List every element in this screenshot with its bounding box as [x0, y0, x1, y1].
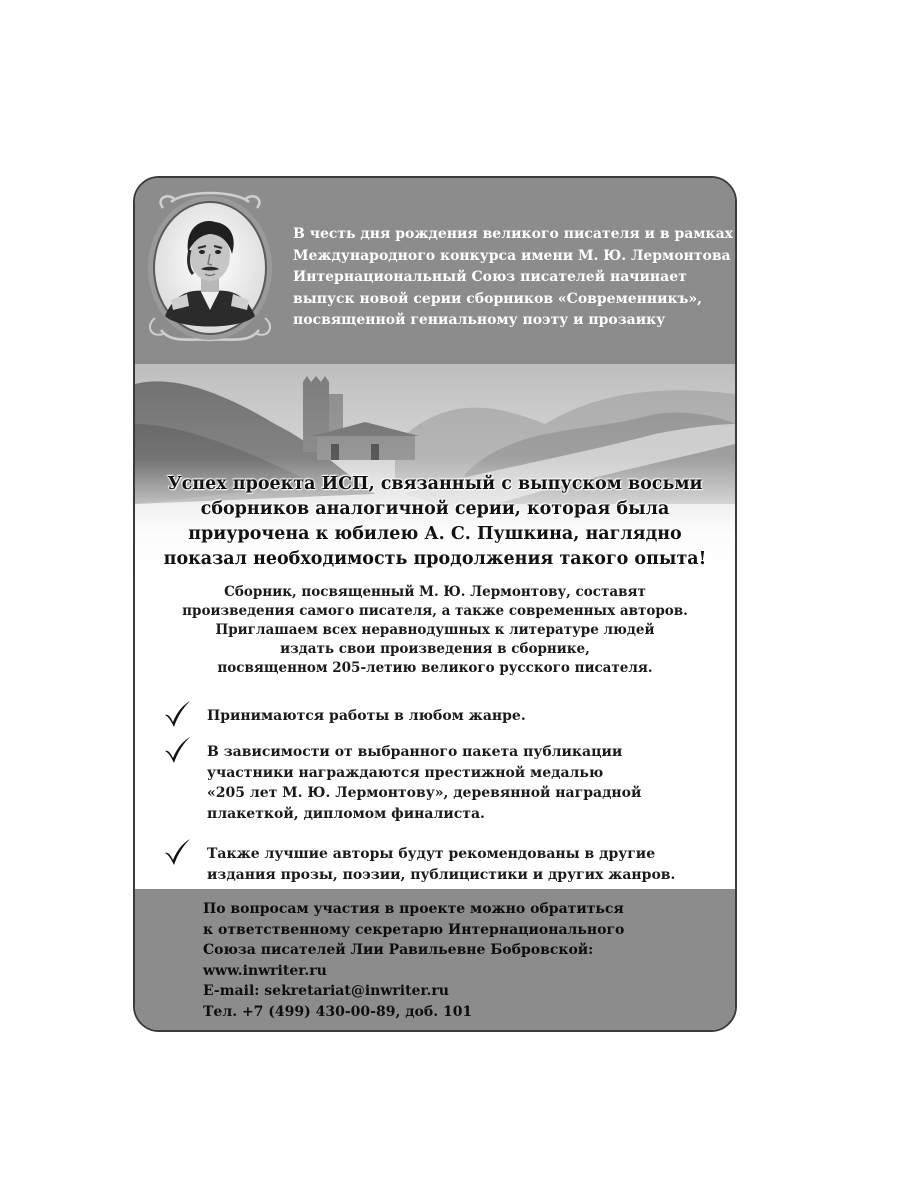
text-line: Приглашаем всех неравнодушных к литературе людей	[215, 622, 655, 638]
text-line: произведения самого писателя, а также современных авторов.	[182, 603, 688, 619]
text-line: посвященной гениальному поэту и прозаику	[293, 312, 666, 328]
email-link[interactable]: E-mail: sekretariat@inwriter.ru	[203, 983, 449, 999]
intro-paragraph	[135, 583, 735, 678]
text-line: сборников аналогичной серии, которая была	[200, 499, 670, 519]
contact-info	[203, 899, 624, 1022]
text-line: В честь дня рождения великого писателя и в рамках	[293, 226, 734, 242]
text-line: Союза писателей Лии Равильевне Бобровской:	[203, 942, 594, 958]
text-line: приурочена к юбилею А. С. Пушкина, наглядно	[188, 524, 682, 544]
text-line: Интернациональный Союз писателей начинает	[293, 269, 687, 285]
text-line: к ответственному секретарю Интернационального	[203, 921, 625, 938]
website-link[interactable]: www.inwriter.ru	[203, 962, 327, 979]
text-line: плакеткой, дипломом финалиста.	[207, 805, 485, 822]
text-line: выпуск новой серии сборников «Современникъ»,	[293, 290, 702, 307]
text-line: По вопросам участия в проекте можно обратиться	[203, 901, 624, 917]
text-line: «205 лет М. Ю. Лермонтову», деревянной наградной	[207, 785, 642, 801]
text-line: Международного конкурса имени М. Ю. Лермонтова	[293, 247, 731, 264]
text-line: Принимаются работы в любом жанре.	[207, 708, 526, 724]
text-line: издания прозы, поэзии, публицистики и других жанров.	[207, 866, 676, 883]
text-line: показал необходимость продолжения такого опыта!	[163, 549, 707, 569]
checkmark-icon	[163, 736, 191, 764]
text-line: посвященном 205-летию великого русского писателя.	[217, 660, 653, 676]
text-line: Успех проекта ИСП, связанный с выпуском восьми	[167, 474, 703, 494]
bullet-text	[207, 706, 526, 727]
bullet-text	[207, 844, 675, 885]
text-line: В зависимости от выбранного пакета публикации	[207, 744, 623, 760]
text-line: Также лучшие авторы будут рекомендованы в другие	[207, 846, 656, 862]
text-line: Сборник, посвященный М. Ю. Лермонтову, составят	[224, 584, 646, 600]
slogan-heading	[135, 472, 735, 572]
text-line: издать свои произведения в сборнике,	[280, 641, 590, 657]
header-announcement	[293, 224, 733, 332]
portrait-medallion-icon	[141, 188, 279, 348]
header-panel	[135, 178, 735, 364]
phone-number: Тел. +7 (499) 430-00-89, доб. 101	[203, 1003, 473, 1020]
text-line: участники награждаются престижной медалью	[207, 764, 604, 781]
checkmark-icon	[163, 700, 191, 728]
bullet-text	[207, 742, 641, 824]
poster-card	[133, 176, 737, 1032]
checkmark-icon	[163, 838, 191, 866]
contact-panel	[135, 889, 735, 1030]
